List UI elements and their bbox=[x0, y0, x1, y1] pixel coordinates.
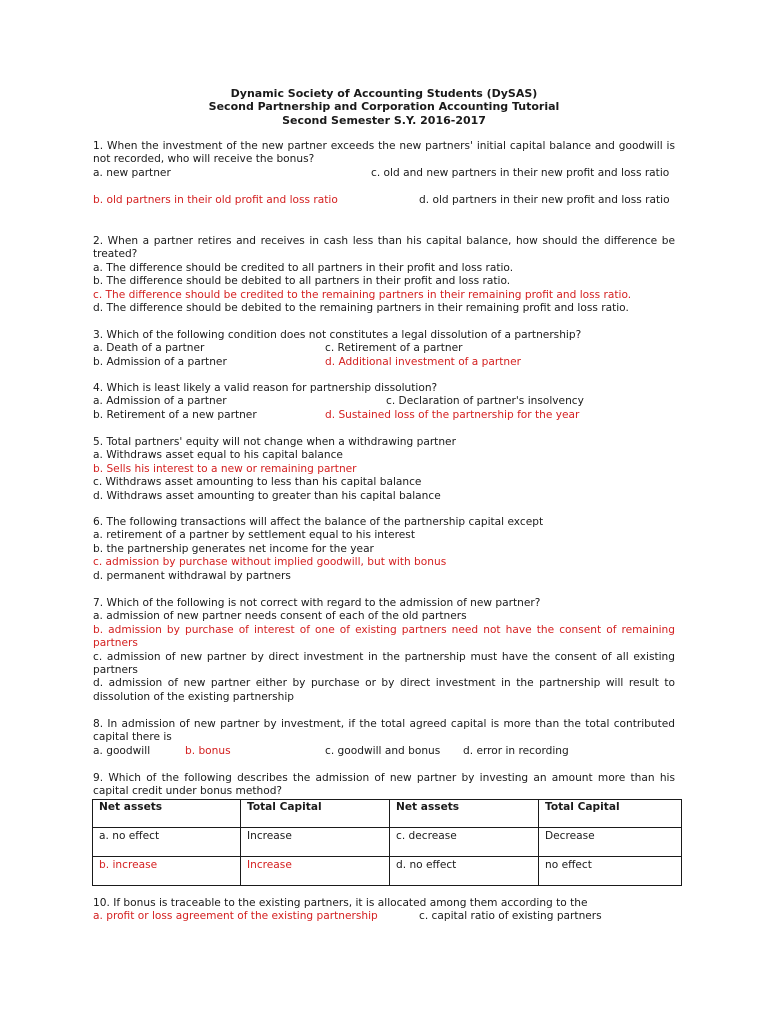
option-c-answer: c. admission by purchase without implied goodwill, but with bonus bbox=[93, 556, 447, 569]
header-semester: Second Semester S.Y. 2016-2017 bbox=[282, 113, 486, 127]
header-title: Second Partnership and Corporation Accounting Tutorial bbox=[208, 100, 560, 114]
question-7 bbox=[93, 597, 675, 704]
option-c: c. Retirement of a partner bbox=[325, 342, 463, 355]
option-a: a. Admission of a partner bbox=[93, 395, 227, 408]
option-a: a. goodwill bbox=[93, 744, 151, 757]
option-d: d. error in recording bbox=[463, 744, 569, 757]
option-b: b. Admission of a partner bbox=[93, 355, 227, 368]
option-b: b. the partnership generates net income for the year bbox=[93, 542, 374, 555]
table-header-row bbox=[93, 799, 682, 827]
option-c: c. old and new partners in their new profit and loss ratio bbox=[371, 166, 670, 179]
table-row-answer bbox=[93, 856, 682, 885]
question-stem: 3. Which of the following condition does not constitutes a legal dissolution of a partnership? bbox=[93, 329, 582, 341]
question-stem: 6. The following transactions will affect the balance of the partnership capital except bbox=[93, 516, 544, 528]
question-stem: 4. Which is least likely a valid reason for partnership dissolution? bbox=[93, 382, 438, 394]
question-stem: 9. Which of the following describes the admission of new partner by investing an amount more than his capital credit under bonus method? bbox=[93, 772, 675, 798]
question-stem: 1. When the investment of the new partner exceeds the new partners' initial capital balance and goodwill is not recorded, who will receive the bonus? bbox=[93, 140, 675, 166]
question-stem: 8. In admission of new partner by investment, if the total agreed capital is more than the total contributed capital there is bbox=[93, 718, 675, 744]
option-a: a. retirement of a partner by settlement equal to his interest bbox=[93, 529, 415, 542]
question-5 bbox=[93, 436, 675, 503]
document-header bbox=[93, 87, 675, 127]
option-a: a. The difference should be credited to all partners in their profit and loss ratio. bbox=[93, 261, 514, 274]
table-cell: Increase bbox=[241, 827, 390, 856]
option-b: b. The difference should be debited to all partners in their profit and loss ratio. bbox=[93, 275, 511, 288]
option-b-answer: b. Sells his interest to a new or remaining partner bbox=[93, 462, 357, 475]
table-row bbox=[93, 827, 682, 856]
table-cell-answer: Increase bbox=[241, 856, 390, 885]
question-stem: 5. Total partners' equity will not change when a withdrawing partner bbox=[93, 436, 456, 448]
question-8 bbox=[93, 718, 675, 758]
answer-table bbox=[92, 799, 682, 886]
question-9 bbox=[93, 772, 675, 886]
option-d: d. old partners in their new profit and loss ratio bbox=[419, 193, 670, 206]
question-10 bbox=[93, 897, 675, 924]
option-a: a. Withdraws asset equal to his capital balance bbox=[93, 449, 343, 462]
question-stem: 10. If bonus is traceable to the existing partners, it is allocated among them according to the bbox=[93, 897, 588, 909]
question-stem: 7. Which of the following is not correct with regard to the admission of new partner? bbox=[93, 597, 541, 609]
table-cell-answer: b. increase bbox=[93, 856, 241, 885]
option-c: c. Declaration of partner's insolvency bbox=[386, 395, 584, 408]
option-c: c. goodwill and bonus bbox=[325, 744, 441, 757]
option-c: c. admission of new partner by direct investment in the partnership must have the consent of all existing partners bbox=[93, 650, 675, 677]
option-c-answer: c. The difference should be credited to the remaining partners in their remaining profit and loss ratio. bbox=[93, 288, 632, 301]
question-stem: 2. When a partner retires and receives in cash less than his capital balance, how should the difference be treated? bbox=[93, 235, 675, 261]
table-cell: c. decrease bbox=[390, 827, 539, 856]
table-header-cell: Total Capital bbox=[539, 799, 682, 827]
option-b-answer: b. admission by purchase of interest of one of existing partners need not have the consent of remaining partners bbox=[93, 623, 675, 650]
table-header-cell: Total Capital bbox=[241, 799, 390, 827]
header-org: Dynamic Society of Accounting Students (DySAS) bbox=[230, 87, 538, 100]
option-a: a. admission of new partner needs consent of each of the old partners bbox=[93, 610, 467, 623]
question-3 bbox=[93, 329, 675, 369]
option-a-answer: a. profit or loss agreement of the existing partnership bbox=[93, 910, 378, 923]
option-c: c. Withdraws asset amounting to less than his capital balance bbox=[93, 476, 422, 489]
option-d: d. Withdraws asset amounting to greater than his capital balance bbox=[93, 489, 441, 502]
option-d-answer: d. Sustained loss of the partnership for the year bbox=[325, 408, 580, 421]
table-cell: Decrease bbox=[539, 827, 682, 856]
option-b-answer: b. bonus bbox=[185, 744, 231, 757]
option-b-answer: b. old partners in their old profit and loss ratio bbox=[93, 193, 338, 206]
question-1 bbox=[93, 140, 675, 220]
table-cell: no effect bbox=[539, 856, 682, 885]
table-cell: a. no effect bbox=[93, 827, 241, 856]
option-d-answer: d. Additional investment of a partner bbox=[325, 355, 521, 368]
question-6 bbox=[93, 516, 675, 583]
question-2 bbox=[93, 235, 675, 315]
option-c: c. capital ratio of existing partners bbox=[419, 910, 602, 923]
table-header-cell: Net assets bbox=[93, 799, 241, 827]
option-d: d. The difference should be debited to the remaining partners in their remaining profit and loss ratio. bbox=[93, 302, 629, 315]
table-header-cell: Net assets bbox=[390, 799, 539, 827]
table-cell: d. no effect bbox=[390, 856, 539, 885]
option-b: b. Retirement of a new partner bbox=[93, 408, 257, 421]
question-4 bbox=[93, 382, 675, 422]
option-a: a. new partner bbox=[93, 166, 171, 179]
option-a: a. Death of a partner bbox=[93, 342, 205, 355]
option-d: d. permanent withdrawal by partners bbox=[93, 569, 291, 582]
option-d: d. admission of new partner either by purchase or by direct investment in the partnership will result to dissolution of the existing partnership bbox=[93, 677, 675, 703]
